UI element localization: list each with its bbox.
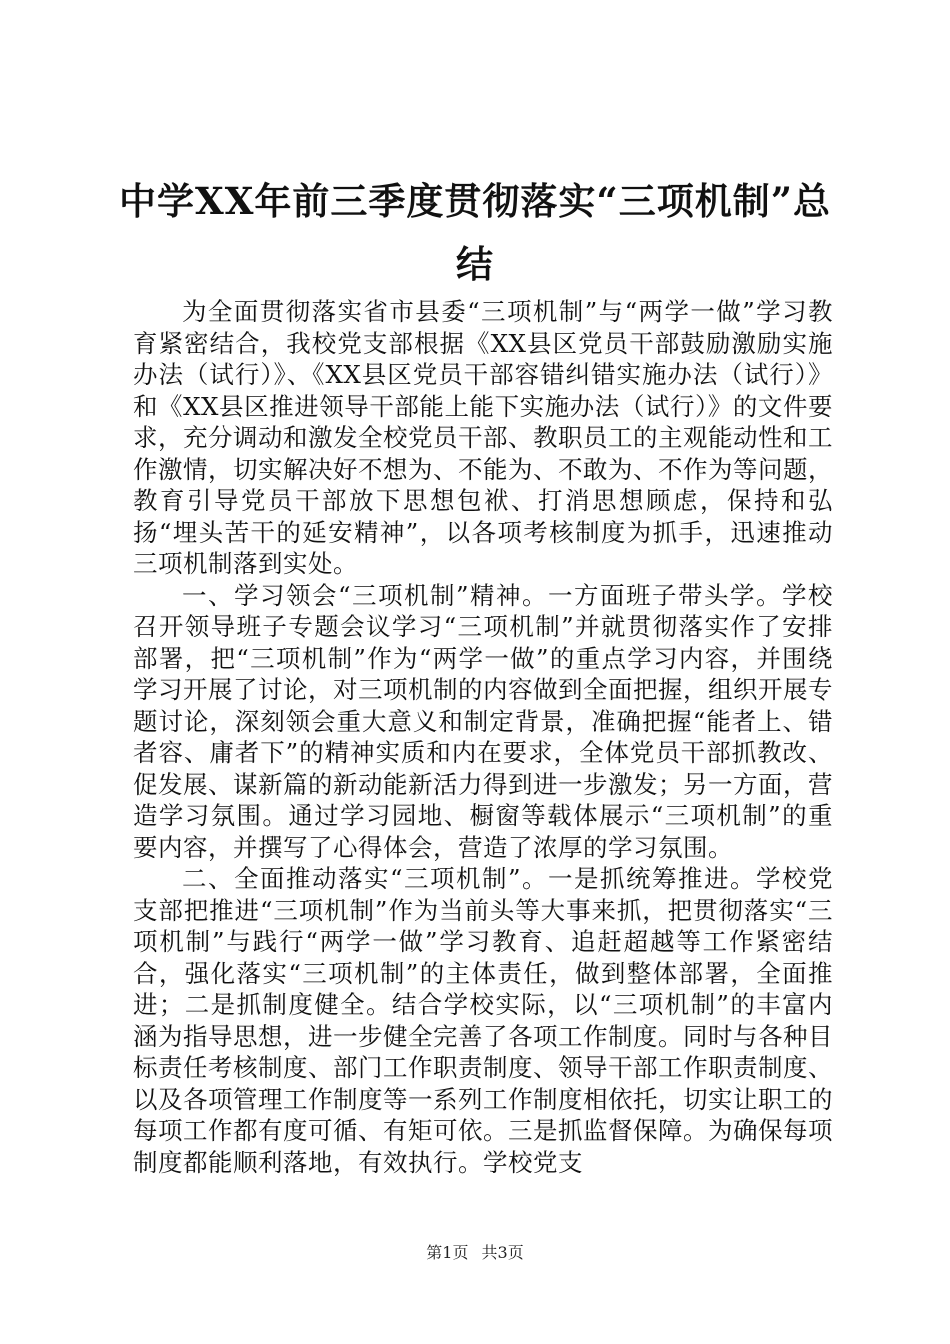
document-title: 中学XX年前三季度贯彻落实“三项机制”总结 xyxy=(119,179,831,286)
page-number: 第1页 xyxy=(426,1243,469,1262)
paragraph-section-1: 一、学习领会“三项机制”精神。一方面班子带头学。学校召开领导班子专题会议学习“三项机制”并就贯彻落实作了安排部署，把“三项机制”作为“两学一做”的重点学习内容，并围绕学习开展了讨论，对三项机制的内容做到全面把握，组织开展专题讨论，深刻领会重大意义和制定背景，准确把握“能者上、错者容、庸者下”的精神实质和内在要求，全体党员干部抓教改、促发展、谋新篇的新动能新活力得到进一步激发；另一方面，营造学习氛围。通过学习园地、橱窗等载体展示“三项机制”的重要内容，并撰写了心得体会，营造了浓厚的学习氛围。 xyxy=(133,580,833,862)
paragraph-intro: 为全面贯彻落实省市县委“三项机制”与“两学一做”学习教育紧密结合，我校党支部根据《XX县区党员干部鼓励激励实施办法（试行）》、《XX县区党员干部容错纠错实施办法（试行）》和《XX县区推进领导干部能上能下实施办法（试行）》的文件要求，充分调动和激发全校党员干部、教职员工的主观能动性和工作激情，切实解决好不想为、不能为、不敢为、不作为等问题，教育引导党员干部放下思想包袱、打消思想顾虑，保持和弘扬“埋头苦干的延安精神”，以各项考核制度为抓手，迅速推动三项机制落到实处。 xyxy=(133,297,833,578)
page-total: 共3页 xyxy=(481,1243,524,1262)
document-body xyxy=(133,296,833,1178)
page-footer xyxy=(0,1242,950,1264)
paragraph-section-2: 二、全面推动落实“三项机制”。一是抓统筹推进。学校党支部把推进“三项机制”作为当前头等大事来抓，把贯彻落实“三项机制”与践行“两学一做”学习教育、追赶超越等工作紧密结合，强化落实“三项机制”的主体责任，做到整体部署，全面推进；二是抓制度健全。结合学校实际，以“三项机制”的丰富内涵为指导思想，进一步健全完善了各项工作制度。同时与各种目标责任考核制度、部门工作职责制度、领导干部工作职责制度、以及各项管理工作制度等一系列工作制度相依托，切实让职工的每项工作都有度可循、有矩可依。三是抓监督保障。为确保每项制度都能顺利落地，有效执行。学校党支 xyxy=(133,864,833,1177)
